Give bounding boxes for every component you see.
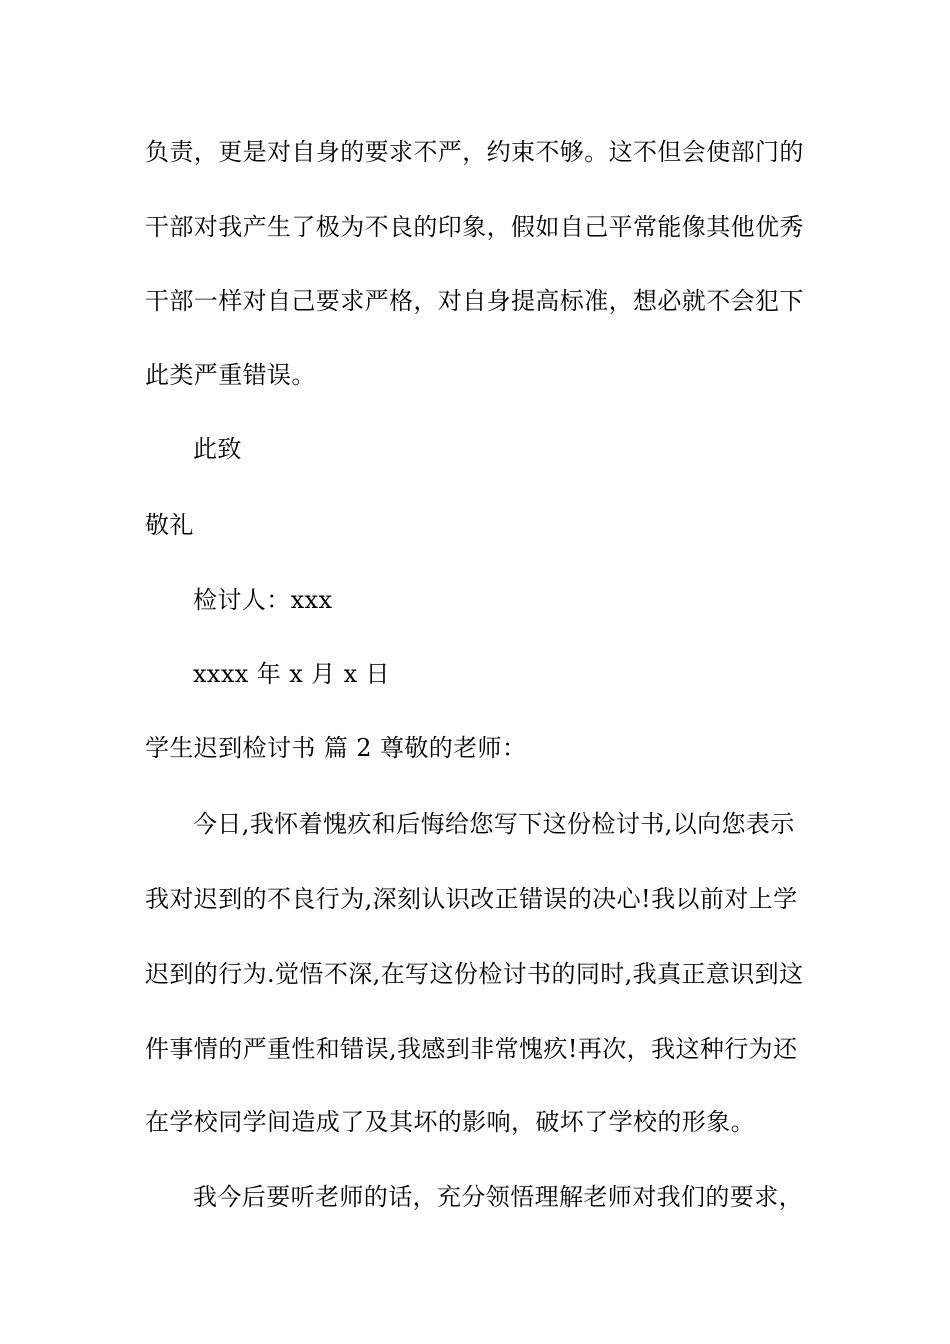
closing-phrase: 此致 (193, 435, 242, 463)
body-text-line: 我今后要听老师的话，充分领悟理解老师对我们的要求， (193, 1183, 803, 1211)
body-text-line: 干部一样对自己要求严格，对自身提高标准，想必就不会犯下 (145, 287, 804, 315)
body-text-line: 今日,我怀着愧疚和后悔给您写下这份检讨书,以向您表示 (193, 810, 795, 838)
body-text-line: 负责，更是对自身的要求不严，约束不够。这不但会使部门的 (145, 138, 804, 166)
body-text-line: 在学校同学间造成了及其坏的影响，破坏了学校的形象。 (145, 1108, 755, 1136)
salutation-closing: 敬礼 (145, 511, 194, 539)
signature-date: xxxx 年 x 月 x 日 (193, 660, 390, 688)
body-text-line: 干部对我产生了极为不良的印象，假如自己平常能像其他优秀 (145, 213, 804, 241)
section-heading: 学生迟到检讨书 篇 2 尊敬的老师： (145, 734, 527, 762)
body-text-line: 件事情的严重性和错误,我感到非常愧疚!再次，我这种行为还 (145, 1035, 798, 1063)
body-text-line: 迟到的行为.觉悟不深,在写这份检讨书的同时,我真正意识到这 (145, 960, 804, 988)
body-text-line: 此类严重错误。 (145, 361, 316, 389)
body-text-line: 我对迟到的不良行为,深刻认识改正错误的决心!我以前对上学 (145, 885, 798, 913)
signature-name: 检讨人：xxx (193, 586, 333, 614)
